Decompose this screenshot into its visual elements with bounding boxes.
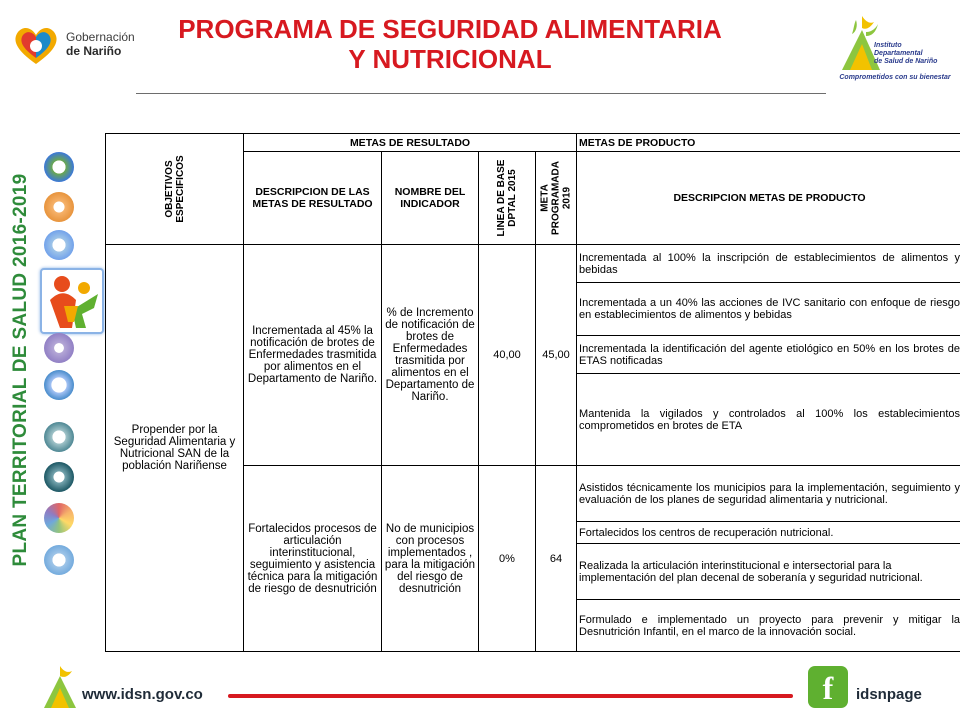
- header-objetivos-text: OBJETIVOS ESPECIFICOS: [163, 155, 186, 223]
- nutrition-icon: [40, 268, 104, 334]
- g1-producto-3: Incrementada la identificación del agente etiológico en 50% en los brotes de ETAS notificadas: [577, 336, 960, 374]
- g2-descripcion: Fortalecidos procesos de articulación interinstitucional, seguimiento y asistencia técnica para la mitigación de riesgo de desnutrición: [244, 466, 382, 652]
- gob-logo-line1: Gobernación: [66, 30, 135, 44]
- idsn-footer-emblem-icon: [40, 664, 80, 710]
- idsn-logo-line1: Instituto: [874, 42, 902, 49]
- metas-table: [105, 133, 960, 652]
- header-metas-resultado: METAS DE RESULTADO: [244, 134, 577, 152]
- g2-linea-base: 0%: [479, 466, 536, 652]
- mind-icon: [44, 230, 74, 260]
- vulnerable-icon: [44, 503, 74, 533]
- sexual-health-icon: [44, 333, 74, 363]
- idsn-logo-line3: de Salud de Nariño: [874, 58, 938, 65]
- work-icon: [44, 462, 74, 492]
- gob-logo-line2: de Nariño: [66, 44, 122, 58]
- idsn-logo-line2: Departamental: [874, 50, 923, 57]
- environment-icon: [44, 152, 74, 182]
- header-descripcion-resultado: DESCRIPCION DE LAS METAS DE RESULTADO: [244, 152, 382, 245]
- g1-meta: 45,00: [536, 245, 577, 466]
- header-linea-base: [479, 152, 536, 245]
- page-title-line2: Y NUTRICIONAL: [348, 44, 552, 74]
- side-banner: [2, 155, 40, 585]
- g2-producto-4: Formulado e implementado un proyecto para prevenir y mitigar la Desnutrición Infantil, en el marco de la innovación social.: [577, 600, 960, 652]
- g1-descripcion: Incrementada al 45% la notificación de brotes de Enfermedades trasmitida por alimentos en el Departamento de Nariño.: [244, 245, 382, 466]
- header-descripcion-producto: DESCRIPCION METAS DE PRODUCTO: [577, 152, 960, 245]
- website-link[interactable]: www.idsn.gov.co: [82, 686, 203, 703]
- g1-producto-1: Incrementada al 100% la inscripción de establecimientos de alimentos y bebidas: [577, 245, 960, 283]
- footer-divider: [228, 694, 793, 698]
- idsn-logo-slogan: Comprometidos con su bienestar: [839, 74, 951, 81]
- gobernacion-heart-icon: [10, 22, 62, 66]
- g1-producto-4: Mantenida la vigilados y controlados al 100% los establecimientos comprometidos en brotes de ETA: [577, 374, 960, 466]
- gobernacion-logo: [10, 22, 150, 68]
- g2-producto-2: Fortalecidos los centros de recuperación nutricional.: [577, 522, 960, 544]
- header-objetivos: [106, 134, 244, 245]
- facebook-page-link[interactable]: idsnpage: [856, 686, 922, 703]
- g1-indicador: % de Incremento de notificación de brotes de Enfermedades trasmitida por alimentos en el Departamento de Nariño.: [382, 245, 479, 466]
- side-banner-text: PLAN TERRITORIAL DE SALUD 2016-2019: [10, 173, 31, 567]
- page-title-line1: PROGRAMA DE SEGURIDAD ALIMENTARIA: [178, 14, 722, 44]
- header-meta-programada-text: META PROGRAMADA 2019: [539, 161, 573, 235]
- facebook-icon[interactable]: [808, 666, 848, 708]
- idsn-footer-logo: [40, 664, 80, 710]
- g2-producto-1: Asistidos técnicamente los municipios para la implementación, seguimiento y evaluación de los planes de seguridad alimentaria y nutricional.: [577, 466, 960, 522]
- idsn-logo: [836, 12, 954, 84]
- objetivo-cell: Propender por la Seguridad Alimentaria y Nutricional SAN de la población Nariñense: [106, 245, 244, 652]
- disease-icon: [44, 370, 74, 400]
- page-title: [150, 14, 750, 74]
- header-meta-programada: [536, 152, 577, 245]
- emergency-icon: [44, 422, 74, 452]
- g1-producto-2: Incrementada a un 40% las acciones de IVC sanitario con enfoque de riesgo en establecimientos de alimentos y bebidas: [577, 283, 960, 336]
- title-divider: [136, 93, 826, 94]
- g2-meta: 64: [536, 466, 577, 652]
- health-icon: [44, 192, 74, 222]
- header-metas-producto: METAS DE PRODUCTO: [577, 134, 960, 152]
- g2-producto-3: Realizada la articulación interinstitucional e intersectorial para la implementación del plan decenal de soberanía y seguridad nutricional.: [577, 544, 960, 600]
- facebook-glyph: f: [822, 670, 834, 706]
- header-linea-base-text: LINEA DE BASE DPTAL 2015: [496, 159, 518, 237]
- management-icon: [44, 545, 74, 575]
- g2-indicador: No de municipios con procesos implementados , para la mitigación del riesgo de desnutrición: [382, 466, 479, 652]
- nutrition-figure-icon: [42, 270, 102, 332]
- g1-linea-base: 40,00: [479, 245, 536, 466]
- header-nombre-indicador: NOMBRE DEL INDICADOR: [382, 152, 479, 245]
